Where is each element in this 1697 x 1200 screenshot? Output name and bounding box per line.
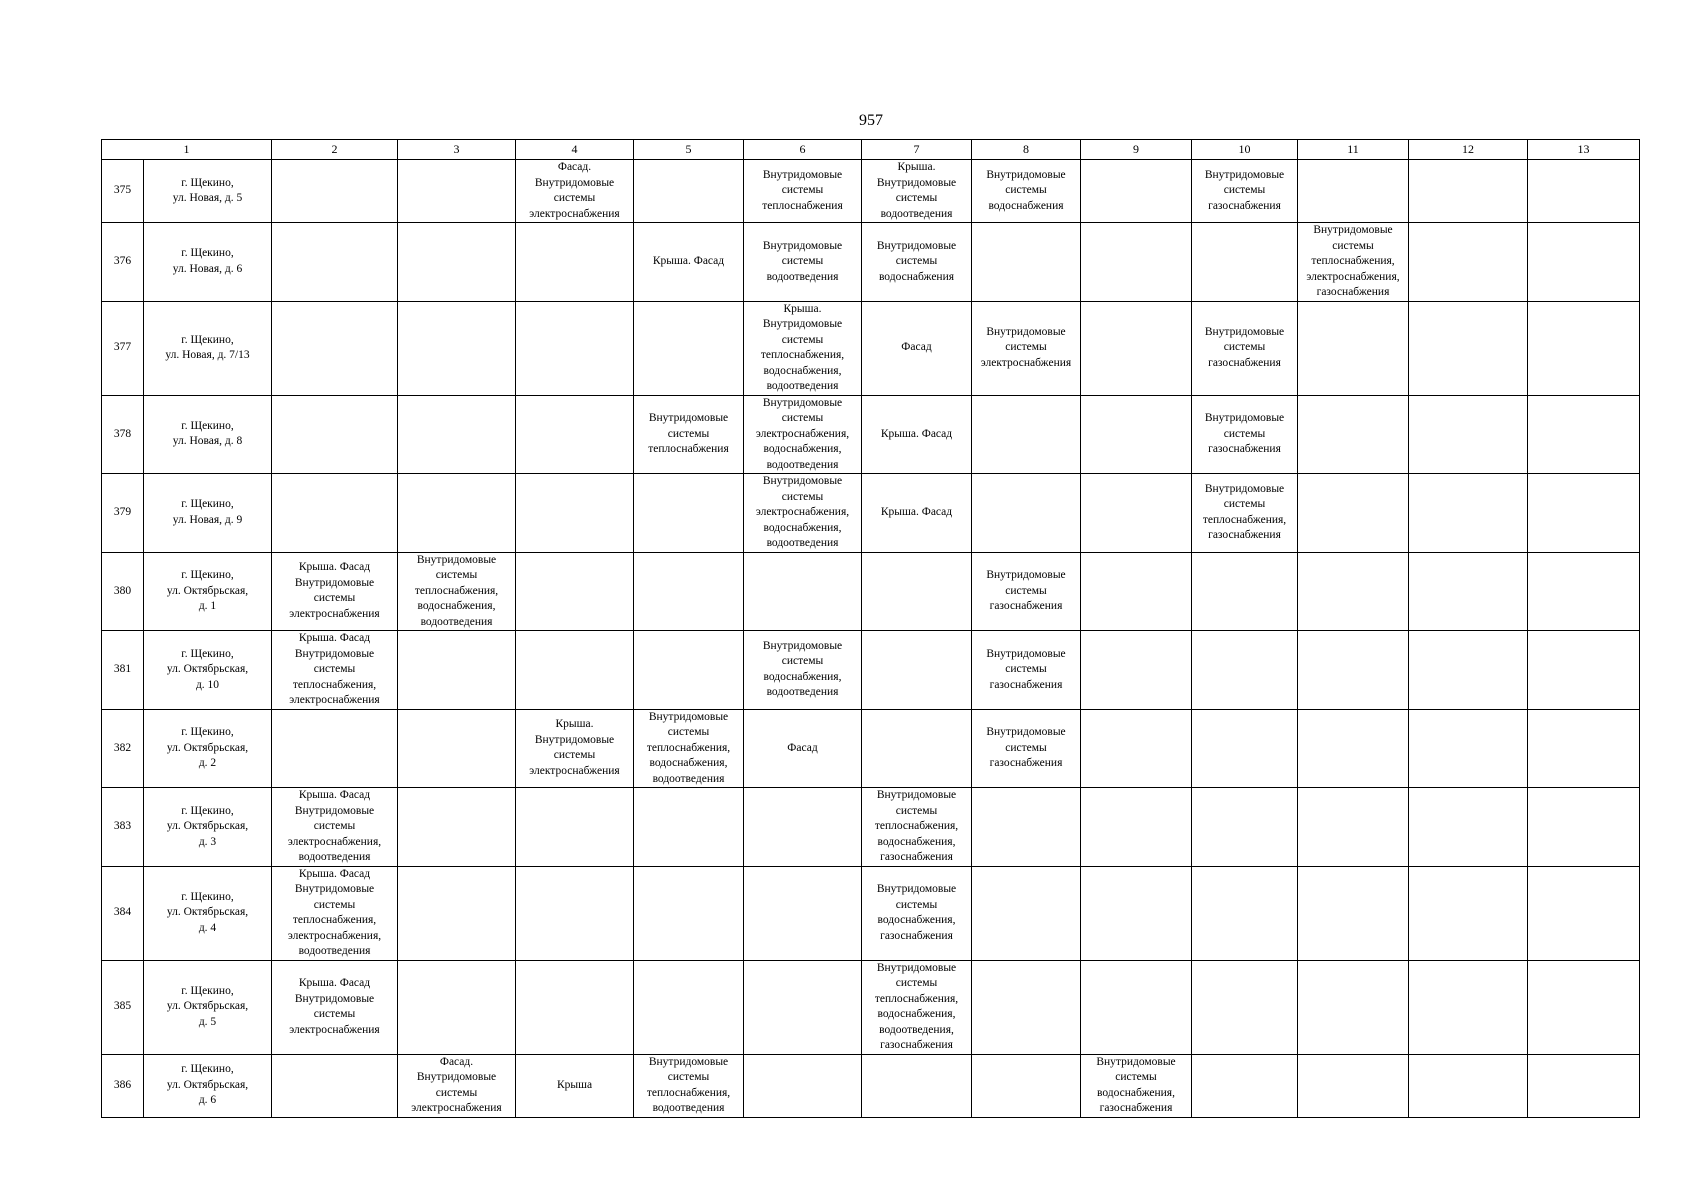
work-cell-col-6 — [744, 1054, 862, 1117]
work-cell-col-6: Внутридомовые системы электроснабжения, водоснабжения, водоотведения — [744, 474, 862, 553]
work-cell-col-2: Крыша. Фасад Внутридомовые системы электроснабжения — [272, 960, 398, 1054]
row-number: 386 — [102, 1054, 144, 1117]
work-cell-col-3: Внутридомовые системы теплоснабжения, водоснабжения, водоотведения — [398, 552, 516, 631]
work-cell-col-2 — [272, 1054, 398, 1117]
work-schedule-table — [101, 139, 1640, 1118]
work-cell-col-4 — [516, 866, 634, 960]
work-cell-col-9 — [1081, 552, 1192, 631]
work-cell-col-5 — [634, 160, 744, 223]
row-number: 385 — [102, 960, 144, 1054]
work-cell-col-13 — [1528, 395, 1640, 474]
work-cell-col-12 — [1409, 223, 1528, 302]
table-row — [102, 1054, 1640, 1117]
building-address: г. Щекино, ул. Новая, д. 6 — [144, 223, 272, 302]
work-cell-col-10: Внутридомовые системы газоснабжения — [1192, 395, 1298, 474]
work-cell-col-10 — [1192, 1054, 1298, 1117]
work-cell-col-4: Крыша. Внутридомовые системы электроснабжения — [516, 709, 634, 788]
work-cell-col-2 — [272, 301, 398, 395]
table-row — [102, 474, 1640, 553]
work-cell-col-11 — [1298, 866, 1409, 960]
work-cell-col-12 — [1409, 301, 1528, 395]
work-cell-col-5 — [634, 301, 744, 395]
work-cell-col-9 — [1081, 301, 1192, 395]
work-cell-col-4 — [516, 788, 634, 867]
building-address: г. Щекино, ул. Октябрьская, д. 3 — [144, 788, 272, 867]
work-cell-col-13 — [1528, 1054, 1640, 1117]
work-cell-col-6 — [744, 960, 862, 1054]
work-cell-col-10: Внутридомовые системы газоснабжения — [1192, 301, 1298, 395]
work-cell-col-9 — [1081, 709, 1192, 788]
table-body — [102, 160, 1640, 1118]
work-cell-col-7 — [862, 552, 972, 631]
work-cell-col-7: Внутридомовые системы водоснабжения — [862, 223, 972, 302]
work-cell-col-10: Внутридомовые системы газоснабжения — [1192, 160, 1298, 223]
building-address: г. Щекино, ул. Октябрьская, д. 10 — [144, 631, 272, 710]
row-number: 378 — [102, 395, 144, 474]
work-cell-col-11 — [1298, 301, 1409, 395]
work-cell-col-5: Внутридомовые системы теплоснабжения, водоснабжения, водоотведения — [634, 709, 744, 788]
building-address: г. Щекино, ул. Октябрьская, д. 4 — [144, 866, 272, 960]
work-cell-col-3 — [398, 301, 516, 395]
work-cell-col-11 — [1298, 395, 1409, 474]
work-cell-col-13 — [1528, 709, 1640, 788]
work-cell-col-9 — [1081, 866, 1192, 960]
work-cell-col-5: Внутридомовые системы теплоснабжения — [634, 395, 744, 474]
work-cell-col-5: Крыша. Фасад — [634, 223, 744, 302]
work-cell-col-13 — [1528, 160, 1640, 223]
work-cell-col-4 — [516, 395, 634, 474]
work-cell-col-13 — [1528, 960, 1640, 1054]
work-cell-col-13 — [1528, 631, 1640, 710]
work-cell-col-6 — [744, 788, 862, 867]
work-cell-col-10 — [1192, 960, 1298, 1054]
work-cell-col-12 — [1409, 160, 1528, 223]
work-cell-col-3: Фасад. Внутридомовые системы электроснабжения — [398, 1054, 516, 1117]
work-cell-col-5 — [634, 788, 744, 867]
row-number: 380 — [102, 552, 144, 631]
work-cell-col-12 — [1409, 709, 1528, 788]
work-cell-col-12 — [1409, 788, 1528, 867]
table-row — [102, 866, 1640, 960]
row-number: 384 — [102, 866, 144, 960]
work-cell-col-8: Внутридомовые системы газоснабжения — [972, 552, 1081, 631]
work-cell-col-6 — [744, 552, 862, 631]
work-cell-col-4 — [516, 301, 634, 395]
building-address: г. Щекино, ул. Октябрьская, д. 6 — [144, 1054, 272, 1117]
work-cell-col-4 — [516, 474, 634, 553]
work-cell-col-9 — [1081, 631, 1192, 710]
work-cell-col-13 — [1528, 301, 1640, 395]
work-cell-col-8 — [972, 395, 1081, 474]
work-cell-col-3 — [398, 395, 516, 474]
work-cell-col-8 — [972, 1054, 1081, 1117]
work-cell-col-4 — [516, 960, 634, 1054]
work-cell-col-9 — [1081, 160, 1192, 223]
work-cell-col-13 — [1528, 552, 1640, 631]
row-number: 381 — [102, 631, 144, 710]
building-address: г. Щекино, ул. Новая, д. 9 — [144, 474, 272, 553]
work-cell-col-11 — [1298, 709, 1409, 788]
column-header: 4 — [516, 140, 634, 160]
work-cell-col-9 — [1081, 474, 1192, 553]
work-cell-col-8 — [972, 474, 1081, 553]
table-row — [102, 631, 1640, 710]
work-cell-col-10 — [1192, 223, 1298, 302]
work-cell-col-4 — [516, 631, 634, 710]
column-header: 6 — [744, 140, 862, 160]
work-cell-col-3 — [398, 631, 516, 710]
work-cell-col-3 — [398, 474, 516, 553]
column-header: 7 — [862, 140, 972, 160]
work-cell-col-5 — [634, 866, 744, 960]
column-header: 11 — [1298, 140, 1409, 160]
column-header: 13 — [1528, 140, 1640, 160]
work-cell-col-12 — [1409, 395, 1528, 474]
work-cell-col-4 — [516, 223, 634, 302]
work-cell-col-12 — [1409, 960, 1528, 1054]
column-header: 5 — [634, 140, 744, 160]
work-cell-col-6: Внутридомовые системы водоснабжения, водоотведения — [744, 631, 862, 710]
work-cell-col-7 — [862, 631, 972, 710]
work-cell-col-9: Внутридомовые системы водоснабжения, газоснабжения — [1081, 1054, 1192, 1117]
work-cell-col-6: Внутридомовые системы электроснабжения, водоснабжения, водоотведения — [744, 395, 862, 474]
work-cell-col-9 — [1081, 223, 1192, 302]
work-cell-col-2 — [272, 395, 398, 474]
work-cell-col-12 — [1409, 1054, 1528, 1117]
work-cell-col-5 — [634, 474, 744, 553]
column-header: 3 — [398, 140, 516, 160]
work-cell-col-8 — [972, 960, 1081, 1054]
work-cell-col-5: Внутридомовые системы теплоснабжения, водоотведения — [634, 1054, 744, 1117]
column-header: 2 — [272, 140, 398, 160]
work-cell-col-3 — [398, 866, 516, 960]
column-header: 12 — [1409, 140, 1528, 160]
work-cell-col-4 — [516, 552, 634, 631]
work-cell-col-13 — [1528, 474, 1640, 553]
work-cell-col-8: Внутридомовые системы газоснабжения — [972, 709, 1081, 788]
work-cell-col-2: Крыша. Фасад Внутридомовые системы теплоснабжения, электроснабжения — [272, 631, 398, 710]
work-cell-col-2: Крыша. Фасад Внутридомовые системы электроснабжения — [272, 552, 398, 631]
row-number: 379 — [102, 474, 144, 553]
work-cell-col-8 — [972, 223, 1081, 302]
table-row — [102, 709, 1640, 788]
work-cell-col-7: Крыша. Внутридомовые системы водоотведения — [862, 160, 972, 223]
building-address: г. Щекино, ул. Новая, д. 7/13 — [144, 301, 272, 395]
work-cell-col-5 — [634, 631, 744, 710]
building-address: г. Щекино, ул. Октябрьская, д. 2 — [144, 709, 272, 788]
work-cell-col-12 — [1409, 552, 1528, 631]
work-cell-col-7: Внутридомовые системы теплоснабжения, водоснабжения, водоотведения, газоснабжения — [862, 960, 972, 1054]
work-cell-col-3 — [398, 960, 516, 1054]
work-cell-col-6: Внутридомовые системы теплоснабжения — [744, 160, 862, 223]
table-row — [102, 960, 1640, 1054]
table-row — [102, 788, 1640, 867]
work-cell-col-2 — [272, 709, 398, 788]
work-cell-col-7 — [862, 1054, 972, 1117]
work-cell-col-9 — [1081, 960, 1192, 1054]
column-number-row — [102, 140, 1640, 160]
building-address: г. Щекино, ул. Новая, д. 8 — [144, 395, 272, 474]
row-number: 383 — [102, 788, 144, 867]
row-number: 376 — [102, 223, 144, 302]
work-cell-col-12 — [1409, 631, 1528, 710]
work-cell-col-11 — [1298, 1054, 1409, 1117]
work-cell-col-8 — [972, 788, 1081, 867]
row-number: 382 — [102, 709, 144, 788]
column-header: 10 — [1192, 140, 1298, 160]
work-cell-col-2 — [272, 223, 398, 302]
work-cell-col-10: Внутридомовые системы теплоснабжения, газоснабжения — [1192, 474, 1298, 553]
column-header: 1 — [102, 140, 272, 160]
work-cell-col-12 — [1409, 474, 1528, 553]
work-cell-col-10 — [1192, 709, 1298, 788]
work-cell-col-3 — [398, 223, 516, 302]
page-number: 957 — [859, 112, 883, 129]
work-cell-col-3 — [398, 709, 516, 788]
work-cell-col-5 — [634, 552, 744, 631]
work-cell-col-6: Крыша. Внутридомовые системы теплоснабжения, водоснабжения, водоотведения — [744, 301, 862, 395]
work-cell-col-11 — [1298, 474, 1409, 553]
work-cell-col-7: Фасад — [862, 301, 972, 395]
row-number: 377 — [102, 301, 144, 395]
work-cell-col-11 — [1298, 631, 1409, 710]
work-cell-col-11 — [1298, 160, 1409, 223]
work-cell-col-6 — [744, 866, 862, 960]
work-cell-col-7 — [862, 709, 972, 788]
work-cell-col-10 — [1192, 866, 1298, 960]
work-cell-col-10 — [1192, 552, 1298, 631]
table-row — [102, 160, 1640, 223]
work-cell-col-7: Крыша. Фасад — [862, 474, 972, 553]
work-cell-col-3 — [398, 788, 516, 867]
work-cell-col-2 — [272, 160, 398, 223]
column-header: 9 — [1081, 140, 1192, 160]
work-cell-col-11 — [1298, 960, 1409, 1054]
work-cell-col-4: Крыша — [516, 1054, 634, 1117]
column-header: 8 — [972, 140, 1081, 160]
work-cell-col-9 — [1081, 395, 1192, 474]
table-row — [102, 395, 1640, 474]
work-cell-col-10 — [1192, 631, 1298, 710]
work-cell-col-8: Внутридомовые системы газоснабжения — [972, 631, 1081, 710]
work-cell-col-11 — [1298, 788, 1409, 867]
building-address: г. Щекино, ул. Новая, д. 5 — [144, 160, 272, 223]
table-row — [102, 223, 1640, 302]
work-cell-col-3 — [398, 160, 516, 223]
work-cell-col-12 — [1409, 866, 1528, 960]
work-cell-col-13 — [1528, 223, 1640, 302]
building-address: г. Щекино, ул. Октябрьская, д. 1 — [144, 552, 272, 631]
work-cell-col-13 — [1528, 788, 1640, 867]
building-address: г. Щекино, ул. Октябрьская, д. 5 — [144, 960, 272, 1054]
work-cell-col-9 — [1081, 788, 1192, 867]
work-cell-col-11 — [1298, 552, 1409, 631]
work-cell-col-10 — [1192, 788, 1298, 867]
work-cell-col-2: Крыша. Фасад Внутридомовые системы теплоснабжения, электроснабжения, водоотведения — [272, 866, 398, 960]
work-cell-col-6: Внутридомовые системы водоотведения — [744, 223, 862, 302]
work-cell-col-13 — [1528, 866, 1640, 960]
work-cell-col-7: Внутридомовые системы теплоснабжения, водоснабжения, газоснабжения — [862, 788, 972, 867]
work-cell-col-8: Внутридомовые системы водоснабжения — [972, 160, 1081, 223]
work-cell-col-4: Фасад. Внутридомовые системы электроснабжения — [516, 160, 634, 223]
table-row — [102, 552, 1640, 631]
work-cell-col-7: Внутридомовые системы водоснабжения, газоснабжения — [862, 866, 972, 960]
table-row — [102, 301, 1640, 395]
work-cell-col-8: Внутридомовые системы электроснабжения — [972, 301, 1081, 395]
row-number: 375 — [102, 160, 144, 223]
work-cell-col-2: Крыша. Фасад Внутридомовые системы электроснабжения, водоотведения — [272, 788, 398, 867]
work-cell-col-2 — [272, 474, 398, 553]
work-cell-col-8 — [972, 866, 1081, 960]
work-cell-col-11: Внутридомовые системы теплоснабжения, электроснабжения, газоснабжения — [1298, 223, 1409, 302]
work-cell-col-6: Фасад — [744, 709, 862, 788]
work-cell-col-7: Крыша. Фасад — [862, 395, 972, 474]
work-cell-col-5 — [634, 960, 744, 1054]
